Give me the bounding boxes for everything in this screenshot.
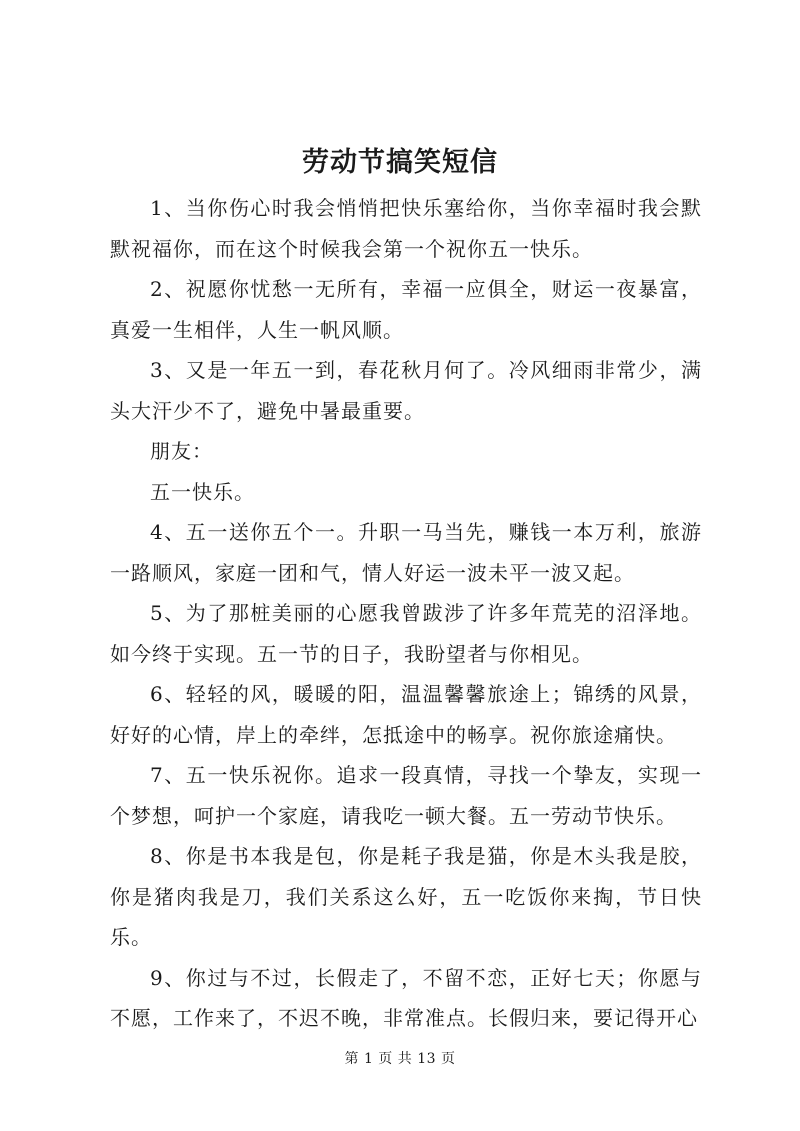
paragraph-9: 9、你过与不过，长假走了，不留不恋，正好七天；你愿与不愿，工作来了，不迟不晚，非常准点。长假归来，要记得开心 bbox=[110, 965, 702, 1030]
paragraph-4: 4、五一送你五个一。升职一马当先，赚钱一本万利，旅游一路顺风，家庭一团和气，情人好运一波未平一波又起。 bbox=[110, 520, 702, 585]
paragraph-8: 8、你是书本我是包，你是耗子我是猫，你是木头我是胶，你是猪肉我是刀，我们关系这么好，五一吃饭你来掏，节日快乐。 bbox=[110, 844, 702, 949]
paragraph-greeting: 朋友： bbox=[150, 439, 213, 463]
paragraph-wish: 五一快乐。 bbox=[150, 479, 255, 504]
paragraph-2: 2、祝愿你忧愁一无所有，幸福一应俱全，财运一夜暴富，真爱一生相伴，人生一帆风顺。 bbox=[110, 277, 702, 342]
paragraph-3: 3、又是一年五一到，春花秋月何了。冷风细雨非常少，满头大汗少不了，避免中暑最重要。 bbox=[110, 358, 702, 423]
paragraph-6: 6、轻轻的风，暖暖的阳，温温馨馨旅途上；锦绣的风景，好好的心情，岸上的牵绊，怎抵途中的畅享。祝你旅途痛快。 bbox=[110, 682, 702, 747]
paragraph-1: 1、当你伤心时我会悄悄把快乐塞给你，当你幸福时我会默默祝福你，而在这个时候我会第一个祝你五一快乐。 bbox=[110, 196, 702, 261]
page-number-footer: 第 1 页 共 13 页 bbox=[344, 1051, 456, 1067]
paragraph-7: 7、五一快乐祝你。追求一段真情，寻找一个挚友，实现一个梦想，呵护一个家庭，请我吃一顿大餐。五一劳动节快乐。 bbox=[110, 763, 702, 828]
document-title: 劳动节搞笑短信 bbox=[302, 147, 498, 178]
paragraph-5: 5、为了那桩美丽的心愿我曾跋涉了许多年荒芜的沼泽地。如今终于实现。五一节的日子，我盼望者与你相见。 bbox=[110, 601, 702, 666]
document-body bbox=[110, 188, 702, 1039]
